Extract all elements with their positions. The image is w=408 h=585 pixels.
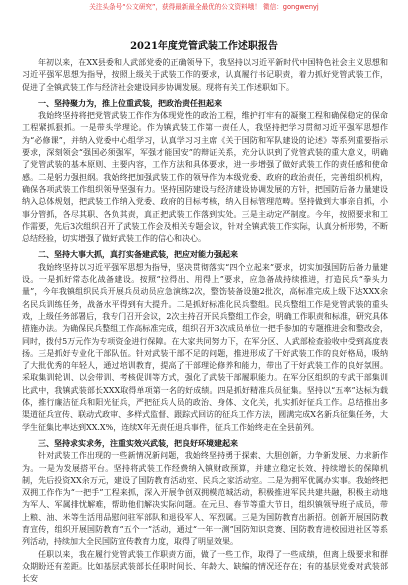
section-heading-2: 二、坚持大事大抓，真打实备建武装，把应对能力强起来 xyxy=(38,249,238,260)
section-heading-3: 三、坚持求实求务，注重实效兴武装，把良好环境建起来 xyxy=(38,437,238,448)
section-1-paragraph: 我始终坚持将把党管武装工作作为体现党性的政治工程，维护打牢有的凝聚工程和确保稳定的保命工程紧抓狠抓。一是带头学理论。作为镇武装工作第一责任人，我坚持把学习贯彻习近平强军思想作为“必修课”，并纳入党委中心组学习，认真学习习主席《关于国防和军队建设的论述》等系列重要指示要求，深刻领会“强国必须强军，军强才能国安”的辩证关系，充分认识到了党管武装的重大意义，明确了党管武装的基本原则、主要内容，工作方法和具体要求，进一步增强了做好武装工作的责任感和使命感。二是躬力强担纲。我始终把加强武装工作的领导作为本级党委、政府的政治责任，完善组织机构，确保各项武装工作组织领导坚强有力。坚持国防建设与经济建设协调发展的方针，把国防后备力量建设纳入总体规划，把武装工作纳入党委、政府的目标考核，纳入目标管理范畴。坚持做到大事亲自抓，小事分管抓，各尽其职、各负其责，真正把武装工作落到实处。三是主动定严制度。今年，按照要求和工作需要，先后3次组织召开了武装工作会及相关专题会议，针对全镇武装工作实际，认真分析形势，不断总结经验，切实增强了做好武装工作的信心和决心。 xyxy=(22,111,388,244)
intro-paragraph: 年初以来，在XX县委和人武部党委的正确领导下，我坚持以习近平新时代中国特色社会主义思想和习近平强军思想为指导，按照上级关于武装工作的要求，认真履行书记职责，着力抓好党管武装工作，促进了全镇武装工作与经济社会建设同步协调发展。现将有关工作述职如下。 xyxy=(22,58,388,92)
closing-paragraph: 任职以来，我在履行党管武装工作职责方面，做了一些工作，取得了一些成绩，但离上级要求和群众期盼还有差距。比如基层武装部长任职时间长、年龄大、缺编的情况还存在；有的基层党委对武装部长安 xyxy=(22,549,388,584)
promo-notice: 关注头条号“公文研究”，获得最新最全最优的公文资料哦！ 微信：gongwenyj xyxy=(89,3,319,11)
section-2-paragraph: 我始终坚持以习近平强军思想为指导，坚决贯彻落实“四个立起来”要求，切实加强国防后备力量建设。一是抓好常态化战备建设。按照“拉得出、用得上”要求，应急备战持续推进，打造民兵“拳头力量”，今年我镇组织民兵开展兵员动员应急演练2次，整饬装备设施2批次，高标准完成上级下达XXX余名民兵训练任务，战备水平得到有大提升。二是抓好标准化民兵整组。民兵整组工作是党管武装的重头戏，上级任务部署后，我专门召开会议，2次主持召开民兵整组工作会，明确工作职责和标准，研究具体措施办法。为确保民兵整组工作高标准完成，组织召开3次成员单位一把手参加的专题推进会和整改会，同时，拨付5万元作为专项资金进行保障。在大家共同努力下，在军分区、人武部检查验收中受到高度表扬。三是抓好专业化干部队伍。针对武装干部不足的问题，推进形成了干好武装工作的良好格局，吸纳了大批优秀的年轻人，通过培训教育，提高了干部理论修养和能力，带出了干好武装工作的良好氛围。采取集训轮训、以会带训、考核促训等方式，强化了武装干部履职能力。在军分区组织的专武干部集训比武中，我镇武装部长XXX取得单项第一名的好成绩。四是抓好精准兵员征集。坚持以“五率”达标为载体，推行廉洁征兵和阳光征兵，严把征兵人员的政治、身体、文化关，扎实抓好征兵工作。总结推出多渠道征兵宣传、联动式政审、多样式监督、跟踪式回访的征兵工作方法，圆满完成X名新兵征集任务，大学生征集比率达到XX.X%，连续X年无责任退兵事件，征兵工作始终走在全县前列。 xyxy=(22,262,388,432)
section-3-paragraph: 针对武装工作出现的一些新情况新问题，我始终坚持勇于探索、大胆创新，力争新发展、力求新作为。一是为发展搭平台。坚持将武装工作经费纳入镇财政预算，并建立稳定长效、持续增长的保障机制，先后投资XX余万元，建设了国防教育活动室、民兵之家活动室。二是为拥军优属办实事。我始终把双拥工作作为“一把手”工程来抓，深入开展争创双拥模范城活动，积极推进军民共建共融，积极主动地为军人、军属排忧解难，帮助他们解决实际问题。在元旦、春节等重大节日，组织镇领导班子成员，带上粮、油、米等生活用品慰问驻军部队和退役军人、军烈属。三是为国防教育出新招。创新开展国防教育宣传，组织开展国防教育“五个一”活动，通过“一年一测”国防知识竞赛、国防教育进校园进社区等系列活动，持续加大全民国防宣传教育力度，取得了明显效果。 xyxy=(22,451,388,547)
document-title: 2021年度党管武装工作述职报告 xyxy=(130,41,278,52)
document-body xyxy=(22,57,388,584)
section-heading-1: 一、坚持聚力为，推上位重武装，把政治责任担起来 xyxy=(38,97,222,108)
